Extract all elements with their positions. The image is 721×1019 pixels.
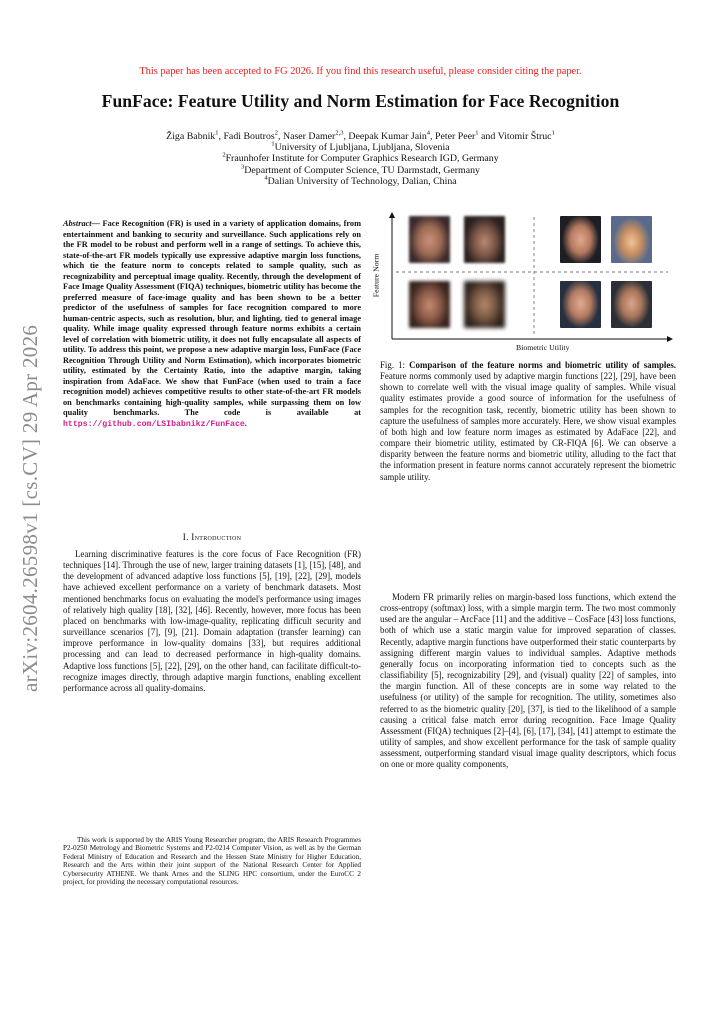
author-name: Fadi Boutros: [223, 131, 275, 142]
author-affil: 1: [215, 129, 219, 137]
face-image-sharp: [611, 216, 652, 263]
author-affil: 2,3: [335, 129, 344, 137]
affiliation: [0, 165, 721, 176]
affiliation-number: 2: [222, 152, 226, 160]
caption-label: Fig. 1:: [380, 360, 410, 370]
paper-title: FunFace: Feature Utility and Norm Estimation for Face Recognition: [101, 91, 620, 111]
affiliation-text: Fraunhofer Institute for Computer Graphics Research IGD, Germany: [225, 153, 499, 165]
figure-1: [371, 211, 676, 356]
author-name: Vitomir Štruc: [497, 131, 552, 142]
author-affil: 2: [274, 129, 278, 137]
arxiv-watermark: arXiv:2604.26598v1 [cs.CV] 29 Apr 2026: [18, 324, 42, 692]
face-image-blurry: [464, 216, 505, 263]
abstract-end: .: [244, 418, 247, 428]
caption-title: Comparison of the feature norms and biometric utility of samples.: [409, 360, 676, 370]
y-axis-label: Feature Norm: [371, 253, 381, 298]
affiliation-text: Dalian University of Technology, Dalian, China: [267, 175, 457, 187]
author-name: Žiga Babnik: [166, 131, 216, 142]
affiliation-text: University of Ljubljana, Ljubljana, Slovenia: [274, 142, 450, 154]
funding-note: This work is supported by the ARIS Young Researcher program, the ARIS Research Programmes P2-0250 Metrology and Biometric Systems and P2-0214 Computer Vision, as well as by the German Federal Ministry of Education and Research and the Hessen State Ministry for Higher Education, Research and the Arts within their joint support of the National Research Center for Applied Cybersecurity ATHENE. We thank Arnes and the SLING HPC consortium, under the EuroCC 2 project, for providing the necessary computational resources.: [63, 836, 361, 887]
abstract-label: Abstract: [63, 219, 92, 228]
affiliation-number: 1: [271, 140, 275, 148]
face-image-blurry: [409, 216, 450, 263]
face-image-sharp: [560, 281, 601, 328]
code-link[interactable]: https://github.com/LSIbabnikz/FunFace: [63, 419, 245, 429]
author-affil: 4: [426, 129, 431, 137]
body-paragraph: Modern FR primarily relies on margin-based loss functions, which extend the cross-entropy (softmax) loss, with a simple margin term. The two most commonly used are the angular – ArcFace [11] and the additive – CosFace [43] loss functions, both of which use a static margin value for improved separation of classes. Recently, adaptive margin functions have outperformed their static counterparts by assigning different margin values to individual samples. Adaptive methods generally focus on incorporating information tied to concepts such as the classifiability [5], recognizability [29], and (visual) quality [22] of samples, into the margin function. All of these concepts are in some way related to the usefulness (or utility) of the sample for recognition. The utility, sometimes also referred to as the biometric quality [20], [37], is tied to the likelihood of a sample causing a critical false match error during recognition. Face Image Quality Assessment (FIQA) techniques [2]–[4], [6], [17], [34], [41] attempt to estimate the utility of samples, and show excellent performance for the task of sample quality assessment, outperforming standard visual image quality descriptors, which focus on one or more quality components,: [380, 592, 676, 770]
section-heading: I. Introduction: [182, 532, 242, 542]
acceptance-banner: This paper has been accepted to FG 2026. If you find this research useful, please consider citing the paper.: [139, 66, 582, 77]
abstract-text: — Face Recognition (FR) is used in a variety of application domains, from entertainment and banking to security and surveillance. Such applications rely on the FR model to be robust and perform well in a range of settings. To achieve this, state-of-the-art FR models typically use expressive adaptive margin loss functions, which tie the feature norm to concepts related to sample quality, such as recognizability and perceptual image quality. Recently, through the development of Face Image Quality Assessment (FIQA) techniques, biometric utility has become the preferred measure of face-image quality and has been shown to be a better predictor of the usefulness of samples for face recognition compared to more human-centric aspects, such as resolution, blur, and lighting, tied to general image quality. While image quality expressed through feature norms exhibits a certain level of correlation with biometric utility, it does not fully encapsulate all aspects of utility. To address this point, we propose a new adaptive margin loss, FunFace (Face Recognition Through Utility and Norm Estimation), which incorporates biometric utility, estimated by the Certainty Ratio, into the adaptive margin, taking inspiration from AdaFace. We show that FunFace (when used to train a face recognition model) achieves competitive results to other state-of-the-art FR models on benchmarks containing high-quality samples, while surpassing them on low quality benchmarks. The code is available at: [63, 219, 361, 417]
right-column-body: [380, 592, 676, 771]
affiliation-number: 4: [264, 174, 268, 182]
affiliation: [0, 153, 721, 164]
affiliation: [0, 142, 721, 153]
author-affil: 1: [475, 129, 479, 137]
affiliation-text: Department of Computer Science, TU Darmstadt, Germany: [244, 164, 480, 176]
affiliation-number: 3: [241, 163, 245, 171]
caption-text: Feature norms commonly used by adaptive margin functions [22], [29], have been shown to correlate well with the visual image quality of samples. While visual quality estimates provide a good source of information for the usefulness of samples for the recognition task, recently, biometric utility has been shown to capture the usefulness of samples more accurately. Here, we show visual examples of both high and low feature norm images as estimated by AdaFace [22], and compare their biometric utility, estimated by CR-FIQA [6]. We can observe a disparity between the feature norms and biometric utility, alluding to the fact that the information present in feature norms cannot accurately represent the biometric sample utility.: [380, 371, 676, 482]
author-name: Peter Peer: [434, 131, 476, 142]
intro-paragraph: Learning discriminative features is the core focus of Face Recognition (FR) techniques [14]. Through the use of new, larger training datasets [1], [15], [48], and the development of advanced adaptive loss functions [5], [19], [22], [29], models have achieved excellent performance on a variety of benchmark datasets. Most mentioned benchmarks focus on evaluating the model's performance using images of relatively high quality [18], [32], [46]. Recently, however, more focus has been placed on benchmarks with low-image-quality, replicating difficult security and surveillance scenarios [7], [9], [21]. Domain adaptation (transfer learning) can improve performance in low-quality domains [33], but requires additional processing and can lead to decreased performance in high-quality domains. Adaptive loss functions [5], [22], [29], on the other hand, can facilitate difficult-to-recognize images directly, through adaptive margin functions, enabling excellent performance across all quality-domains.: [63, 549, 361, 693]
author-name: Deepak Kumar Jain: [348, 131, 427, 142]
face-image-blurry: [409, 281, 450, 328]
face-image-sharp: [611, 281, 652, 328]
affiliation: [0, 176, 721, 187]
abstract: [63, 219, 361, 430]
x-axis-label: Biometric Utility: [516, 343, 570, 352]
footnote: [63, 836, 361, 886]
author-block: [0, 131, 721, 187]
author-affil: 1: [551, 129, 555, 137]
intro-section: [63, 549, 361, 694]
figure-caption: [380, 360, 676, 483]
face-image-sharp: [560, 216, 601, 263]
author-name: Naser Damer: [282, 131, 336, 142]
face-image-blurry: [464, 281, 505, 328]
author-list: Žiga Babnik$^1$, Fadi Boutros$^2$, Naser Damer$^{2,3}$, Deepak Kumar Jain$^4$, Peter Peer$^1$ and Vitomir Štruc$^1$: [166, 129, 555, 142]
